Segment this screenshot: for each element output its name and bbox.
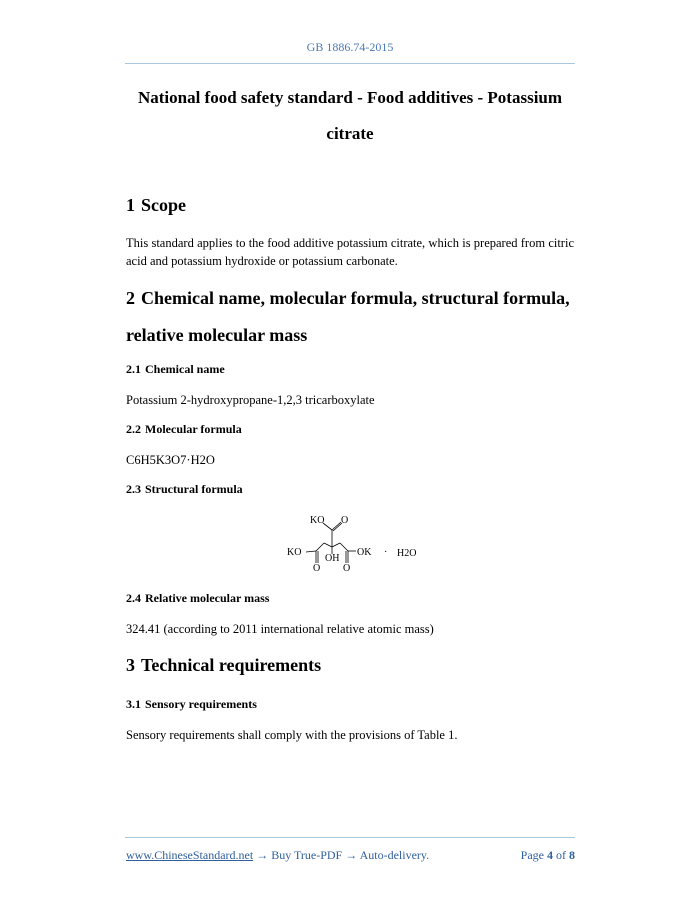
section-1-heading [126,195,186,216]
footer-links [126,848,429,863]
subsection-title: Chemical name [145,362,225,376]
section-number: 2 [126,288,135,308]
molecular-formula-text: C6H5K3O7·H2O [126,453,215,467]
auto-delivery-text: Auto-delivery. [359,848,430,862]
buy-pdf-text: Buy True-PDF [271,848,343,862]
dot-label: · [384,547,388,558]
subsection-2-4-heading [126,591,269,606]
section-number: 3 [126,655,135,675]
sensory-text: Sensory requirements shall comply with the provisions of Table 1. [126,728,458,742]
bond [332,522,341,530]
website-link[interactable]: www.ChineseStandard.net [126,848,254,862]
section-number: 1 [126,195,135,215]
bond [316,543,324,551]
section-3-heading [126,655,321,676]
page-indicator [521,848,575,863]
structural-formula-diagram [280,507,430,579]
left-o-label: O [313,563,321,574]
section-title: Chemical name, molecular formula, structural formula, relative molecular mass [126,288,570,345]
subsection-2-2-heading [126,422,242,437]
oh-label: OH [325,553,340,564]
bond [324,543,332,547]
chemical-name-text: Potassium 2-hydroxypropane-1,2,3 tricarboxylate [126,393,375,407]
subsection-number: 3.1 [126,697,141,711]
footer-divider [125,837,575,838]
water-label: H2O [397,548,417,559]
subsection-number: 2.4 [126,591,141,605]
bond [332,543,340,547]
subsection-title: Relative molecular mass [145,591,270,605]
subsection-2-1-heading [126,362,225,377]
bond [306,551,316,552]
subsection-title: Molecular formula [145,422,242,436]
left-ko-label: KO [287,547,302,558]
current-page: 4 [547,848,553,862]
subsection-number: 2.1 [126,362,141,376]
subsection-number: 2.3 [126,482,141,496]
scope-paragraph: This standard applies to the food additive potassium citrate, which is prepared from citric acid and potassium hydroxide or potassium carbonate. [126,236,574,268]
arrow-icon: → [345,848,358,862]
subsection-2-3-heading [126,482,243,497]
right-o-label: O [343,563,351,574]
subsection-number: 2.2 [126,422,141,436]
top-ko-label: KO [310,515,325,526]
subsection-title: Structural formula [145,482,243,496]
top-o-label: O [341,515,349,526]
section-title: Technical requirements [141,655,322,675]
document-title: National food safety standard - Food additives - Potassium citrate [137,88,563,143]
right-ok-label: OK [357,547,372,558]
total-pages: 8 [569,848,575,862]
arrow-icon: → [256,848,269,862]
molecular-mass-text: 324.41 (according to 2011 international relative atomic mass) [126,622,434,636]
standard-code: GB 1886.74-2015 [306,40,394,54]
subsection-3-1-heading [126,697,257,712]
bond [340,543,348,551]
section-2-heading [126,280,586,354]
subsection-title: Sensory requirements [145,697,257,711]
header-divider [125,63,575,64]
page-word: Page [520,848,544,862]
structural-formula [280,507,430,579]
section-title: Scope [141,195,186,215]
of-word: of [556,848,566,862]
